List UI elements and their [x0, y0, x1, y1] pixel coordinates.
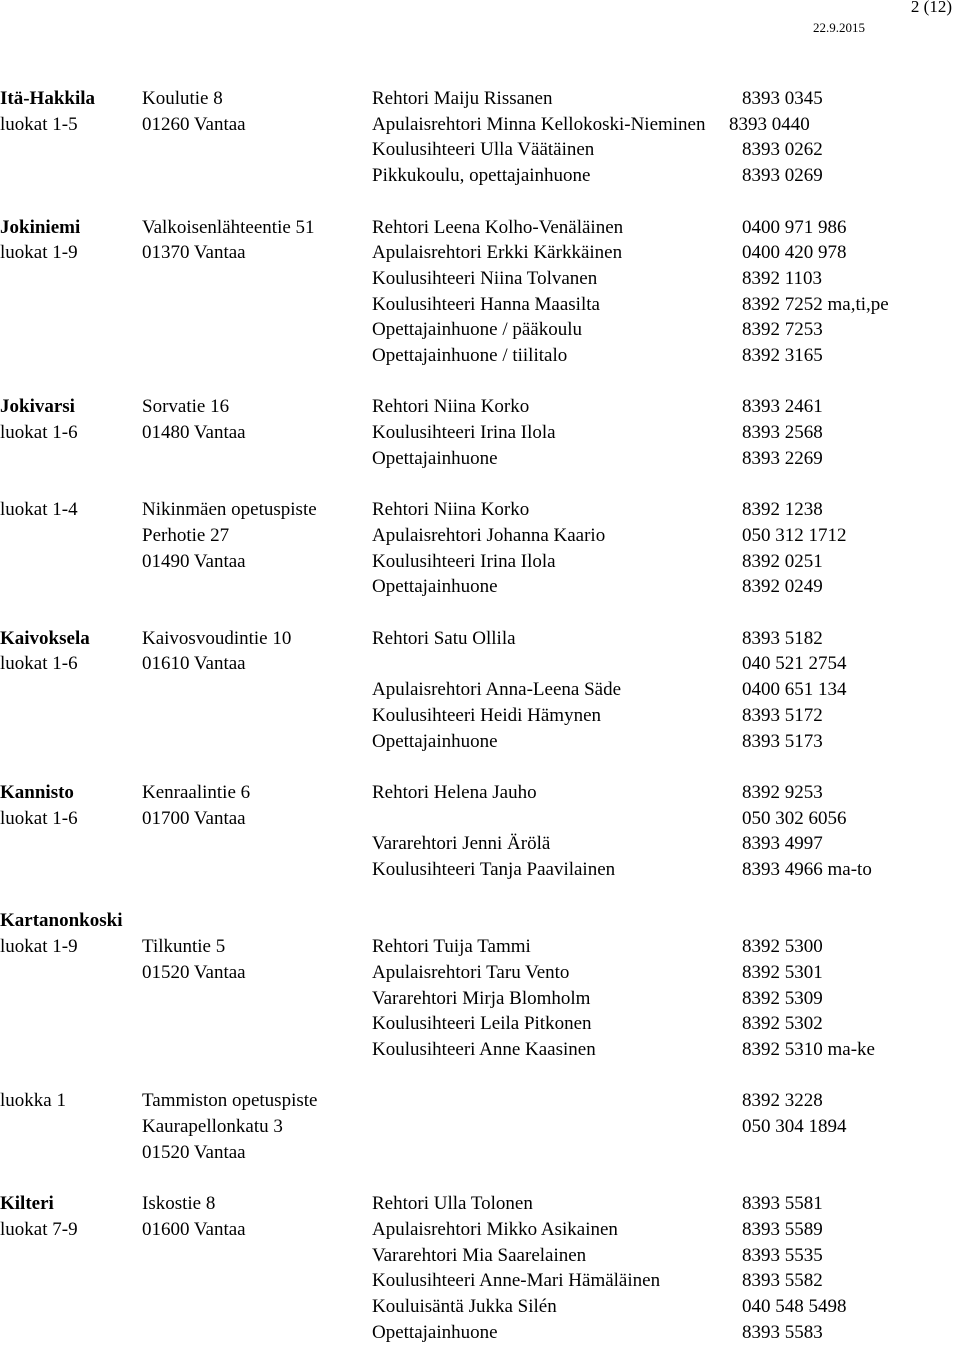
contact-name: Apulaisrehtori Minna Kellokoski-Nieminen	[372, 113, 706, 135]
school-address: 01370 Vantaa	[142, 242, 246, 264]
directory-row	[0, 1088, 960, 1114]
directory-row	[0, 677, 960, 703]
directory-row	[0, 729, 960, 755]
contact-name: Opettajainhuone	[372, 1321, 498, 1343]
contact-name: Rehtori Niina Korko	[372, 396, 530, 418]
contact-name: Koulusihteeri Irina Ilola	[372, 550, 556, 572]
school-name: luokat 1-6	[0, 807, 78, 829]
directory-row	[0, 1037, 960, 1063]
school-name: Jokivarsi	[0, 396, 75, 418]
directory-row	[0, 317, 960, 343]
phone-number: 8393 0345	[742, 88, 823, 109]
phone-number: 8393 5589	[742, 1218, 823, 1240]
directory-row	[0, 806, 960, 832]
phone-number: 8393 4966 ma-to	[742, 859, 872, 880]
phone-number: 8392 1103	[742, 267, 823, 289]
directory-row	[0, 446, 960, 472]
contact-name: Koulusihteeri Niina Tolvanen	[372, 267, 598, 289]
contact-name: Koulusihteeri Ulla Väätäinen	[372, 139, 595, 161]
school-address: 01600 Vantaa	[142, 1218, 246, 1240]
phone-number: 8393 2461	[742, 396, 823, 418]
phone-number: 8392 7252 ma,ti,pe	[742, 293, 889, 315]
school-address: 01700 Vantaa	[142, 807, 246, 829]
directory-row	[0, 1268, 960, 1294]
school-address: 01480 Vantaa	[142, 422, 246, 444]
directory-row	[0, 574, 960, 600]
directory-row	[0, 1243, 960, 1269]
directory-row	[0, 1191, 960, 1217]
directory-row	[0, 1114, 960, 1140]
school-address: 01520 Vantaa	[142, 961, 246, 983]
contact-name: Koulusihteeri Anne Kaasinen	[372, 1038, 596, 1060]
school-name: Kartanonkoski	[0, 910, 123, 932]
contact-name: Koulusihteeri Leila Pitkonen	[372, 1013, 592, 1035]
directory-row	[0, 523, 960, 549]
phone-number: 050 304 1894	[742, 1116, 847, 1137]
contact-name: Opettajainhuone	[372, 576, 498, 598]
phone-number: 0400 971 986	[742, 216, 847, 238]
phone-number: 0400 420 978	[742, 242, 847, 264]
phone-number: 8393 5535	[742, 1244, 823, 1266]
phone-number: 8392 3165	[742, 345, 823, 366]
directory-row	[0, 86, 960, 112]
phone-number: 8393 0262	[742, 139, 823, 161]
school-address: Kenraalintie 6	[142, 781, 251, 803]
school-name: luokat 1-6	[0, 422, 78, 444]
school-address: Kaivosvoudintie 10	[142, 627, 292, 649]
contact-name: Koulusihteeri Irina Ilola	[372, 422, 556, 444]
school-name: Kannisto	[0, 781, 74, 803]
school-name: luokat 1-4	[0, 499, 78, 521]
directory-row	[0, 549, 960, 575]
phone-number: 8393 4997	[742, 833, 823, 855]
phone-number: 050 312 1712	[742, 524, 847, 546]
school-address: 01490 Vantaa	[142, 550, 246, 572]
contact-name: Koulusihteeri Tanja Paavilainen	[372, 859, 616, 880]
phone-number: 8393 5182	[742, 627, 823, 649]
phone-number: 050 302 6056	[742, 807, 847, 829]
school-name: Jokiniemi	[0, 216, 81, 238]
school-address: Tilkuntie 5	[142, 936, 226, 958]
contact-name: Opettajainhuone / pääkoulu	[372, 319, 582, 341]
phone-number: 8393 2269	[742, 447, 823, 469]
school-name: Kaivoksela	[0, 627, 90, 649]
contact-name: Apulaisrehtori Erkki Kärkkäinen	[372, 242, 623, 264]
directory-row	[0, 292, 960, 318]
directory-row	[0, 112, 960, 138]
phone-number: 8392 5310 ma-ke	[742, 1038, 875, 1060]
phone-number: 040 521 2754	[742, 653, 847, 675]
document-date: 22.9.2015	[813, 20, 865, 35]
contact-name: Koulusihteeri Hanna Maasilta	[372, 293, 600, 315]
page-number: 2 (12)	[910, 0, 952, 16]
phone-number: 8392 9253	[742, 781, 823, 803]
directory-row	[0, 1320, 960, 1346]
school-name: Kilteri	[0, 1193, 54, 1215]
contact-name: Kouluisäntä Jukka Silén	[372, 1295, 557, 1317]
phone-number: 8392 0251	[742, 550, 823, 572]
school-name: Itä-Hakkila	[0, 88, 96, 109]
phone-number: 8393 0440	[729, 113, 810, 135]
school-address: Iskostie 8	[142, 1193, 216, 1215]
phone-number: 0400 651 134	[742, 679, 847, 701]
school-address: Nikinmäen opetuspiste	[142, 499, 317, 521]
phone-number: 8392 7253	[742, 319, 823, 341]
school-address: Kaurapellonkatu 3	[142, 1116, 283, 1137]
directory-row	[0, 343, 960, 369]
phone-number: 8393 5581	[742, 1193, 823, 1215]
contact-name: Opettajainhuone	[372, 730, 498, 752]
school-address: 01260 Vantaa	[142, 113, 246, 135]
phone-number: 8393 5172	[742, 704, 823, 726]
contact-name: Rehtori Leena Kolho-Venäläinen	[372, 216, 624, 238]
phone-number: 8393 0269	[742, 165, 823, 187]
phone-number: 8392 5300	[742, 936, 823, 958]
directory-row	[0, 908, 960, 934]
directory-row	[0, 1011, 960, 1037]
directory-row	[0, 626, 960, 652]
directory-row	[0, 1294, 960, 1320]
contact-name: Apulaisrehtori Anna-Leena Säde	[372, 679, 622, 701]
directory-row	[0, 394, 960, 420]
contact-name: Rehtori Helena Jauho	[372, 781, 537, 803]
phone-number: 8393 5582	[742, 1270, 823, 1292]
school-address: Perhotie 27	[142, 524, 230, 546]
contact-name: Apulaisrehtori Taru Vento	[372, 961, 570, 983]
school-name: luokat 1-9	[0, 242, 78, 264]
contact-name: Rehtori Tuija Tammi	[372, 936, 531, 958]
directory-row	[0, 497, 960, 523]
phone-number: 8393 2568	[742, 422, 823, 444]
contact-name: Koulusihteeri Anne-Mari Hämäläinen	[372, 1270, 661, 1292]
directory-row	[0, 960, 960, 986]
contact-name: Rehtori Niina Korko	[372, 499, 530, 521]
phone-number: 8393 5583	[742, 1321, 823, 1343]
directory-row	[0, 703, 960, 729]
phone-number: 8392 5301	[742, 961, 823, 983]
phone-number: 8392 1238	[742, 499, 823, 521]
contact-name: Pikkukoulu, opettajainhuone	[372, 165, 591, 187]
directory-row	[0, 420, 960, 446]
directory-row	[0, 831, 960, 857]
contact-name: Rehtori Ulla Tolonen	[372, 1193, 533, 1215]
directory-row	[0, 163, 960, 189]
directory-row	[0, 1217, 960, 1243]
directory-row	[0, 934, 960, 960]
directory-row	[0, 215, 960, 241]
phone-number: 8392 3228	[742, 1090, 823, 1112]
contact-name: Opettajainhuone / tiilitalo	[372, 345, 568, 366]
phone-number: 8392 0249	[742, 576, 823, 598]
school-name: luokat 1-9	[0, 936, 78, 958]
school-address: Valkoisenlähteentie 51	[142, 216, 315, 238]
school-address: Tammiston opetuspiste	[142, 1090, 318, 1112]
directory-row	[0, 1140, 960, 1166]
phone-number: 040 548 5498	[742, 1295, 847, 1317]
school-address: 01610 Vantaa	[142, 653, 246, 675]
school-address: Koulutie 8	[142, 88, 223, 109]
directory-row	[0, 266, 960, 292]
contact-name: Apulaisrehtori Johanna Kaario	[372, 524, 606, 546]
school-name: luokat 1-5	[0, 113, 78, 135]
phone-number: 8393 5173	[742, 730, 823, 752]
contact-name: Vararehtori Jenni Ärölä	[372, 833, 551, 855]
directory-row	[0, 137, 960, 163]
school-name: luokat 1-6	[0, 653, 78, 675]
school-name: luokat 7-9	[0, 1218, 78, 1240]
contact-name: Vararehtori Mirja Blomholm	[372, 987, 591, 1009]
directory-row	[0, 240, 960, 266]
directory-row	[0, 986, 960, 1012]
phone-number: 8392 5302	[742, 1013, 823, 1035]
directory-row	[0, 780, 960, 806]
contact-name: Koulusihteeri Heidi Hämynen	[372, 704, 602, 726]
contact-name: Apulaisrehtori Mikko Asikainen	[372, 1218, 618, 1240]
contact-name: Rehtori Maiju Rissanen	[372, 88, 553, 109]
school-address: 01520 Vantaa	[142, 1141, 246, 1163]
contact-name: Opettajainhuone	[372, 447, 498, 469]
school-name: luokka 1	[0, 1090, 66, 1112]
directory-row	[0, 857, 960, 883]
contact-name: Vararehtori Mia Saarelainen	[372, 1244, 587, 1266]
phone-number: 8392 5309	[742, 987, 823, 1009]
directory-row	[0, 651, 960, 677]
school-address: Sorvatie 16	[142, 396, 230, 418]
contact-name: Rehtori Satu Ollila	[372, 627, 516, 649]
